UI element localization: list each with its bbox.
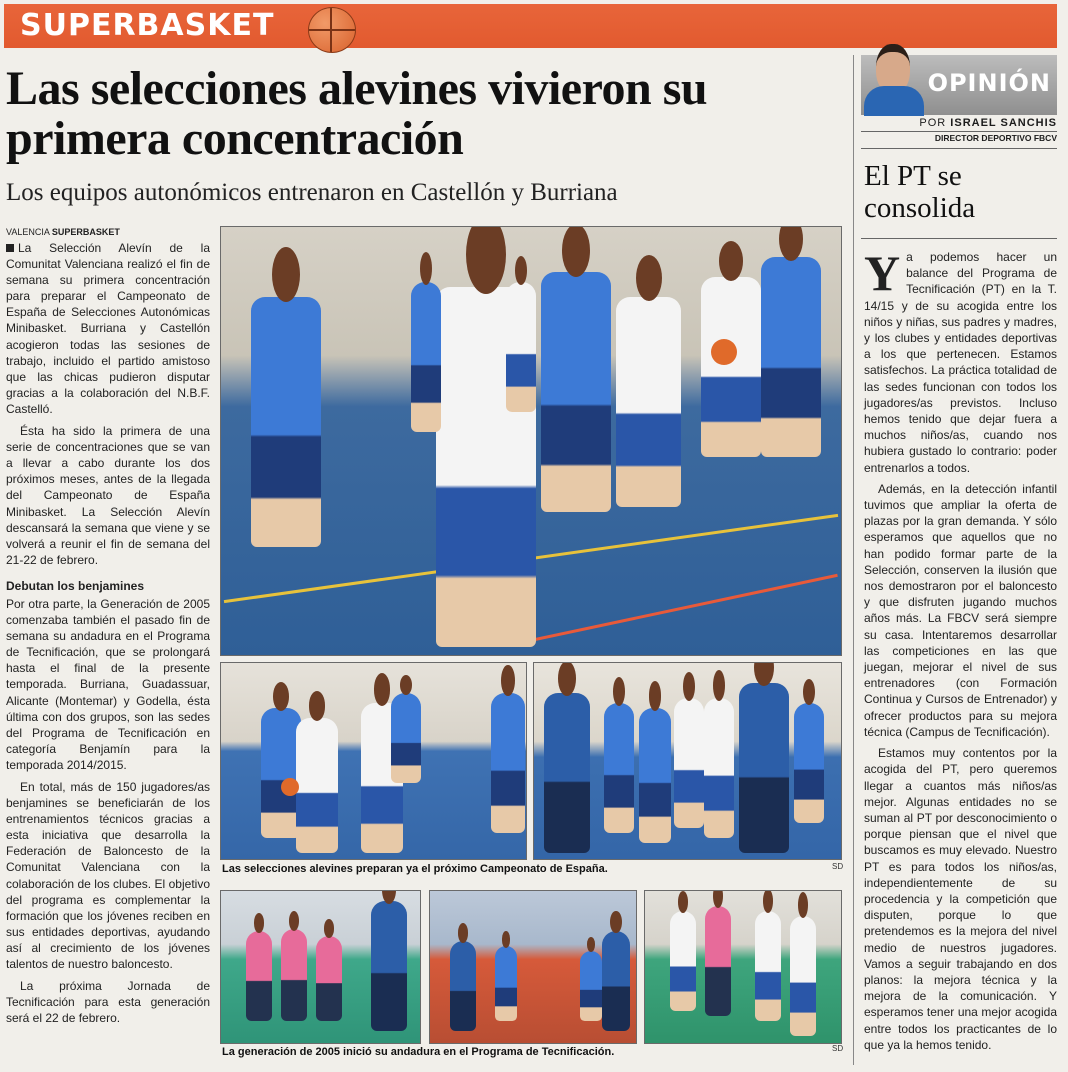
dateline-source: SUPERBASKET [51,227,120,237]
basketball-icon [711,339,737,365]
opinion-paragraph: Además, en la detección infantil tuvimos que ampliar la oferta de plazas por la gran demanda. Y sólo esperamos que aquellos que no han podido formar parte de la Selección, conserven la ilusión que nos demostraron por el baloncesto y que disfruten jugando muchos años más. La FBCV será siempre su casa. Intentaremos desarrollar las competiciones en las que juegan, mejorar el nivel de sus entrenadores (con Formación Continua y Cursos de Entrenador) y ofrecer productos para su mejora técnica (Campus de Tecnificación). [864,481,1057,739]
bullet-square-icon [6,244,14,252]
photo-girls-training [220,662,527,860]
byline-prefix: POR [919,117,947,129]
opinion-headline: El PT se consolida [864,160,976,224]
column-divider [853,55,854,1065]
author-byline [919,117,1057,129]
article-headline: Las selecciones alevines vivieron su primera concentración [6,62,708,165]
author-name: ISRAEL SANCHIS [950,117,1057,129]
basketball-icon [281,778,299,796]
opinion-paragraph: Estamos muy contentos por la acogida del PT, pero queremos llegar a cuantos más niños/as mejor. Algunas entidades no se suman al PT por desconocimiento o porque piensan que el nivel que buscamos es muy elevado. Nuestro PT es para todos los niños/as, independientemente de su procedencia y la competición que disputen, porque lo que pretendemos es la mejora del nivel medio de nuestros jugadores. Vamos a seguir trabajando en dos planos: la mejora técnica y la mejora de la comunicación. Y esperamos tener una mejor acogida entre todos los practicantes de lo que ya la hemos tenido. [864,746,1057,1052]
article-paragraph: Ésta ha sido la primera de una serie de concentraciones que se van a llevar a cabo durante los dos próximos meses, antes de la llegada del Campeonato de España Minibasket. La Selección Alevín descansará la semana que viene y se volverá a reunir el fin de semana del 21-22 de febrero. [6,424,210,567]
dateline [6,227,120,237]
author-role: DIRECTOR DEPORTIVO FBCV [934,133,1057,143]
dateline-city: VALENCIA [6,227,50,237]
photo-kids-training-3 [644,890,842,1044]
article-subheadline: Los equipos autonómicos entrenaron en Castellón y Burriana [6,179,618,206]
photo-kids-training-2 [429,890,637,1044]
opinion-label: OPINIÓN [927,69,1051,97]
photo-team-group [533,662,842,860]
basketball-icon [308,7,356,53]
article-paragraph: La Selección Alevín de la Comunitat Valenciana realizó el fin de semana su primera concentración para preparar el Campeonato de España de Selecciones Autonómicas Minibasket. Burriana y Castellón acogieron todas las sesiones de trabajo, incluido el partido amistoso que las chicas pudieron disputar gracias a la colaboración del N.B.F. Castelló. [6,241,210,416]
article-paragraph: Por otra parte, la Generación de 2005 comenzaba también el pasado fin de semana su andadura en el Programa de Tecnificación, que se prolongará hasta el final de la presente temporada. Burriana, Guadassuar, Alicante (Montemar) y Godella, ésta última con dos grupos, son las sedes del Programa de Tecnificación en categoría Benjamín para la temporada 2014/2015. [6,596,210,772]
article-subhead: Debutan los benjamines [6,578,145,593]
section-title: SUPERBASKET [20,8,275,43]
article-body [6,240,210,1065]
photo-caption-2: La generación de 2005 inició su andadura en el Programa de Tecnificación. [222,1046,615,1058]
photo-kids-training-1 [220,890,421,1044]
dropcap: Y [864,245,901,301]
opinion-body [864,245,1057,1053]
article-paragraph: En total, más de 150 jugadores/as benjamines se beneficiarán de los entrenamientos técnicos gracias a esta iniciativa que desarrolla la Federación de Baloncesto de la Comunitat Valenciana con la colaboración de los clubes. El objetivo del programa es complementar la formación que los jóvenes reciben en sus entidades deportivas, ayudando así al crecimiento de los jóvenes talentos de nuestro baloncesto. [6,780,210,972]
opinion-paragraph: Ya podemos hacer un balance del Programa de Tecnificación (PT) en la T. 14/15 y de su acogida entre los niños y niñas, sus padres y madres, y los clubes y entidades deportivas a los que pertenecen. Estamos satisfechos. La práctica totalidad de las sedes funcionan con todos los jugadores/as previstos. Incluso hemos tenido que dejar fuera a muchos niños/as, cuando nos hubiera gustado lo contrario: poder entrenarlos a todos. [864,245,1057,475]
photo-credit: SD [832,862,844,871]
article-paragraph: La próxima Jornada de Tecnificación para esta generación será el 22 de febrero. [6,979,210,1026]
photo-credit: SD [832,1044,844,1053]
photo-caption-1: Las selecciones alevines preparan ya el próximo Campeonato de España. [222,863,608,875]
main-photo [220,226,842,656]
author-avatar [862,40,926,116]
